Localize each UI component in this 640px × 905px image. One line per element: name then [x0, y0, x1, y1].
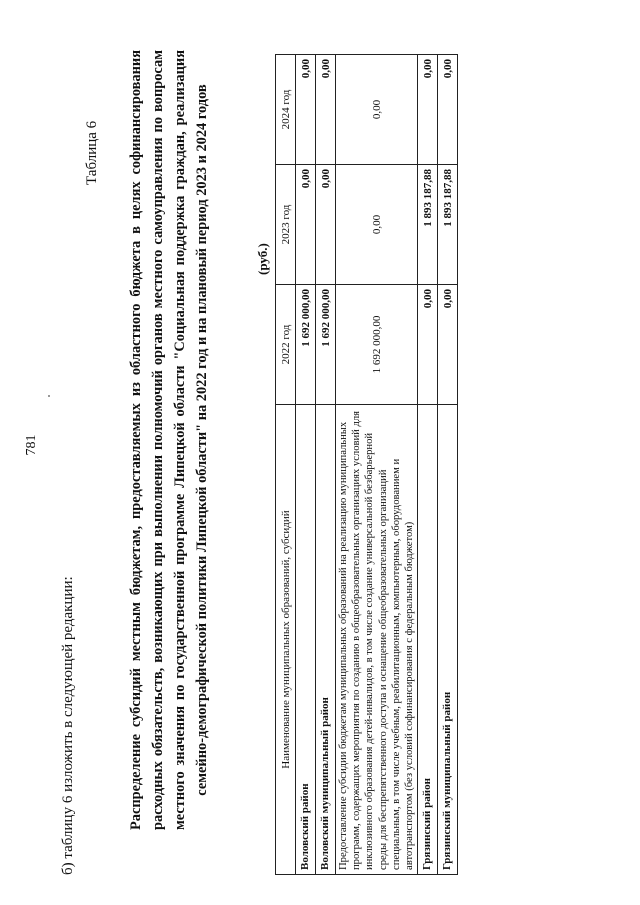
row-2022: 0,00 — [418, 285, 438, 405]
row-2024: 0,00 — [296, 55, 316, 165]
row-2024: 0,00 — [316, 55, 336, 165]
table-label: Таблица 6 — [84, 120, 100, 185]
row-2023: 1 893 187,88 — [418, 165, 438, 285]
row-2022: 1 692 000,00 — [296, 285, 316, 405]
document-title: Распределение субсидий местным бюджетам, предоставляемых из областного бюджета в целях софинансирования расходных обязательств, возникающих при выполнении полномочий органов местного самоуправления по вопросам местного значения по государственной программе Липецкой области "Социальная поддержка граждан, реализация семейно-демографической политики Липецкой области" на 2022 год и на плановый период 2023 и 2024 годов — [128, 50, 210, 830]
row-name: Предоставление субсидии бюджетам муниципальных образований на реализацию муниципальных программ, содержащих мероприятия по созданию в общеобразовательных организациях условий для инклюзивного образования детей-инвалидов, в том числе создание универсальной безбарьерной среды для беспрепятственного доступа и оснащение общеобразовательных организаций специальным, в том числе учебным, реабилитационным, компьютерным, оборудованием и автотранспортом (без условий софинансирования с федеральным бюджетом) — [336, 405, 418, 875]
row-2024: 0,00 — [438, 55, 458, 165]
subsidy-table — [275, 54, 458, 875]
unit-label: (руб.) — [255, 243, 270, 275]
row-name: Воловский район — [296, 405, 316, 875]
header-name: Наименование муниципальных образований, субсидий — [276, 405, 296, 875]
row-2022: 1 692 000,00 — [316, 285, 336, 405]
row-2022: 0,00 — [438, 285, 458, 405]
row-name: Воловский муниципальный район — [316, 405, 336, 875]
header-2024: 2024 год — [276, 55, 296, 165]
intro-text: б) таблицу 6 изложить в следующей редакции: — [60, 576, 76, 875]
row-2023: 0,00 — [336, 165, 418, 285]
row-2023: 1 893 187,88 — [438, 165, 458, 285]
scan-dot — [48, 395, 50, 397]
row-2023: 0,00 — [296, 165, 316, 285]
table-row — [296, 55, 316, 875]
table-header-row — [276, 55, 296, 875]
header-2023: 2023 год — [276, 165, 296, 285]
row-name: Грязинский муниципальный район — [438, 405, 458, 875]
row-2024: 0,00 — [336, 55, 418, 165]
table-row — [418, 55, 438, 875]
table-row — [336, 55, 418, 875]
table-row — [438, 55, 458, 875]
table-row — [316, 55, 336, 875]
row-2022: 1 692 000,00 — [336, 285, 418, 405]
row-2024: 0,00 — [418, 55, 438, 165]
header-2022: 2022 год — [276, 285, 296, 405]
row-2023: 0,00 — [316, 165, 336, 285]
page-number: 781 — [24, 434, 39, 456]
row-name: Грязинский район — [418, 405, 438, 875]
